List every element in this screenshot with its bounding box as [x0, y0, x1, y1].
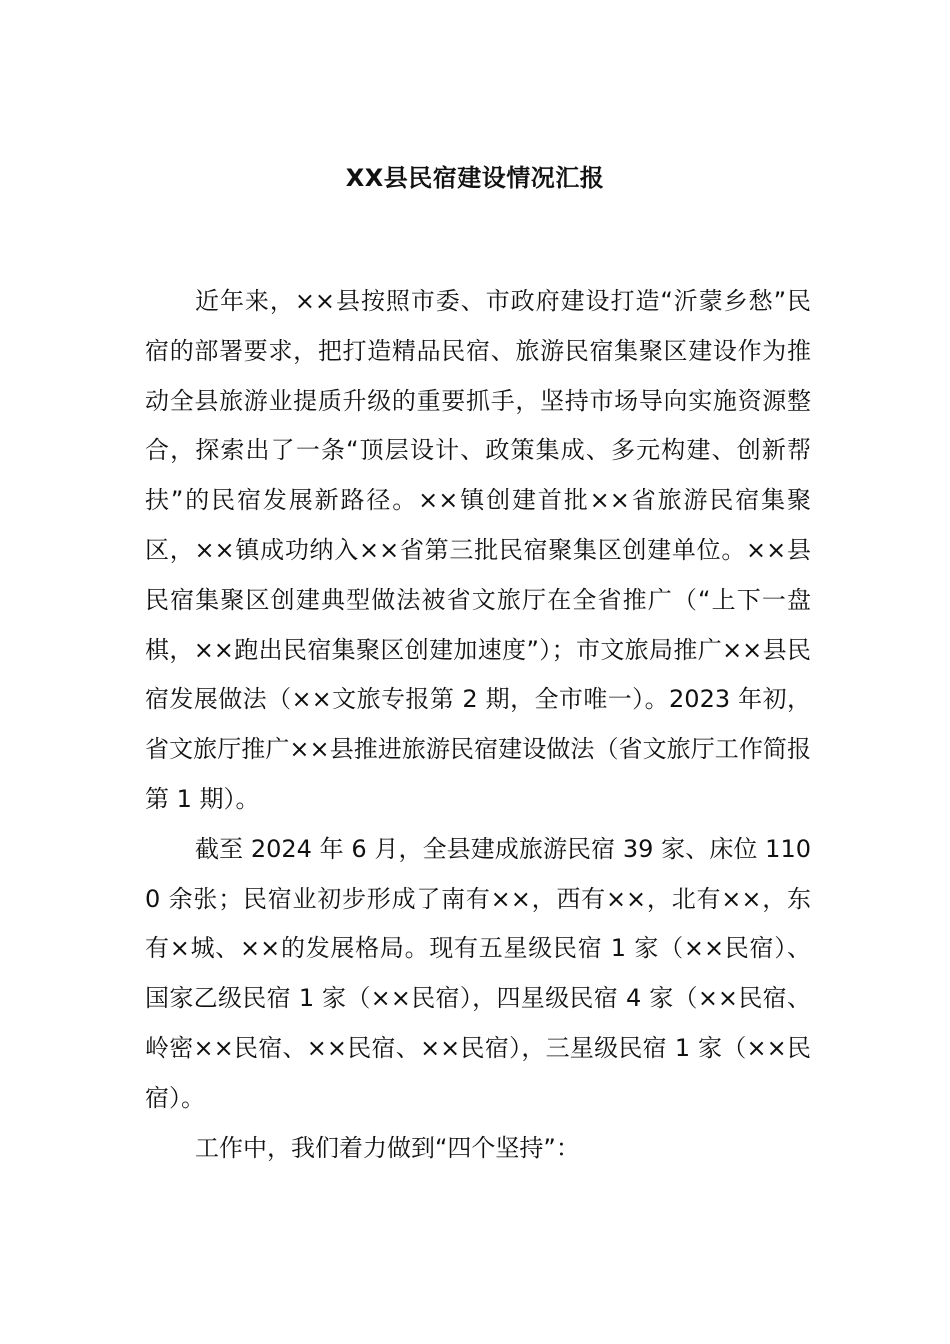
- paragraph-status: 截至 2024 年 6 月，全县建成旅游民宿 39 家、床位 1100 余张；民宿业初步形成了南有××，西有××，北有××，东有×城、××的发展格局。现有五星级民宿 1 家（××民宿）、国家乙级民宿 1 家（××民宿），四星级民宿 4 家（××民宿、岭密××民宿、××民宿、××民宿），三星级民宿 1 家（××民宿）。: [145, 834, 811, 1112]
- paragraph-intro: 近年来，××县按照市委、市政府建设打造“沂蒙乡愁”民宿的部署要求，把打造精品民宿、旅游民宿集聚区建设作为推动全县旅游业提质升级的重要抓手，坚持市场导向实施资源整合，探索出了一条“顶层设计、政策集成、多元构建、创新帮扶”的民宿发展新路径。××镇创建首批××省旅游民宿集聚区，××镇成功纳入××省第三批民宿聚集区创建单位。××县民宿集聚区创建典型做法被省文旅厅在全省推广（“上下一盘棋，××跑出民宿集聚区创建加速度”）；市文旅局推广××县民宿发展做法（××文旅专报第 2 期，全市唯一）。2023 年初，省文旅厅推广××县推进旅游民宿建设做法（省文旅厅工作简报第 1 期）。: [145, 287, 811, 813]
- document-body: [145, 277, 811, 1173]
- paragraph-work: 工作中，我们着力做到“四个坚持”：: [195, 1133, 580, 1162]
- document-title: XX县民宿建设情况汇报: [345, 164, 605, 192]
